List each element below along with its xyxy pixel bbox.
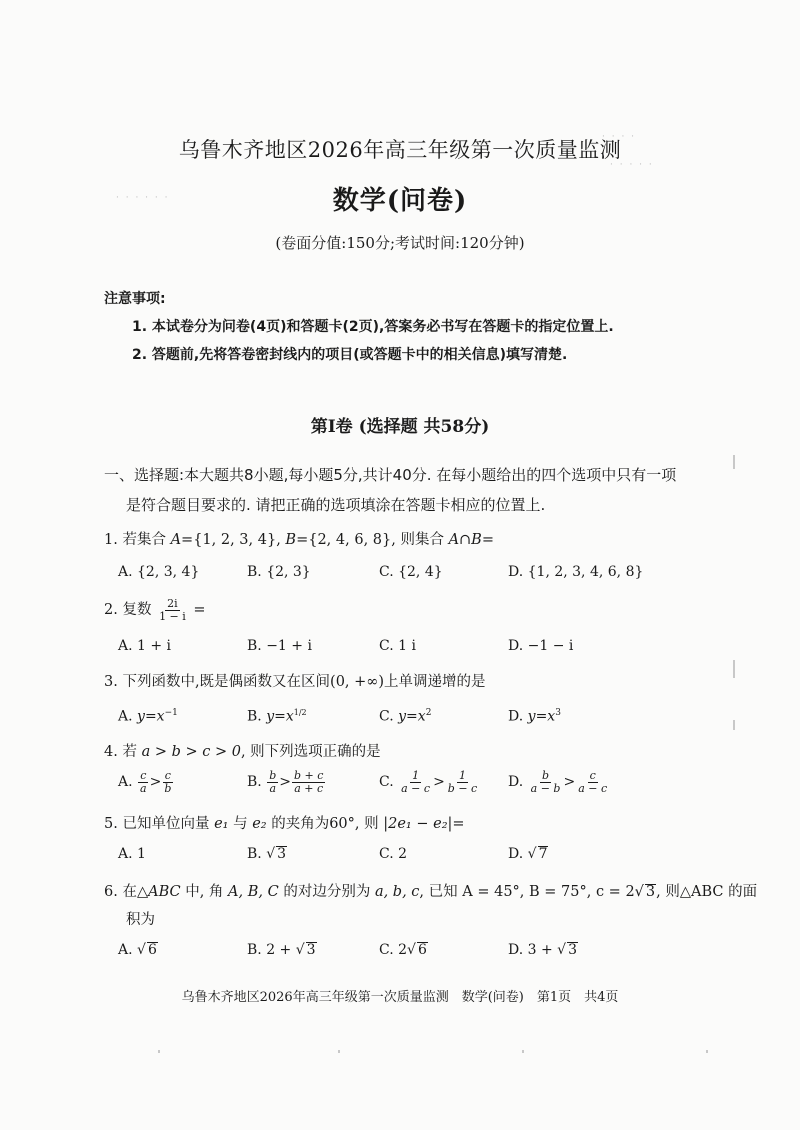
question-1-option-a: A. {2, 3, 4} — [118, 564, 200, 580]
question-4-stem: 4. 若 a > b > c > 0, 则下列选项正确的是 — [104, 744, 381, 760]
question-3-option-b: B. $y=x^{1/2}$ — [247, 708, 307, 725]
question-6-stem-line2: 积为 — [126, 912, 155, 928]
notice-heading: 注意事项: — [104, 291, 166, 307]
question-6-stem: 6. 在△ABC 中, 角 A, B, C 的对边分别为 a, b, c, 已知 A = 45°, B = 75°, c = 2√ 3, 则△ABC 的面 — [104, 884, 758, 900]
question-5-option-a: A. 1 — [118, 846, 146, 862]
section-intro-line2: 是符合题目要求的. 请把正确的选项填涂在答题卡相应的位置上. — [126, 496, 546, 514]
exam-title: 乌鲁木齐地区2026年高三年级第一次质量监测 — [178, 138, 622, 162]
scan-noise: · · · · · · — [116, 193, 170, 203]
scan-mark — [733, 660, 735, 678]
scan-noise: · · · · — [602, 132, 637, 142]
scan-mark — [338, 1050, 340, 1053]
question-5-option-c: C. 2 — [379, 846, 408, 862]
question-5-option-d: D. √ 7 — [508, 846, 548, 862]
question-5-stem: 5. 已知单位向量 e₁ 与 e₂ 的夹角为60°, 则 |2e₁ − e₂|= — [104, 816, 465, 832]
complex-fraction: $\frac{2i}{1 - i}$ — [159, 597, 186, 623]
question-4-option-c: C. $\frac{1}{a - c}$ > $\frac{1}{b - c}$ — [379, 769, 478, 795]
question-6-option-b: B. 2 + √ 3 — [247, 942, 316, 958]
question-4-option-d: D. $\frac{b}{a - b}$ > $\frac{c}{a - c}$ — [508, 769, 608, 795]
question-5-option-b: B. √ 3 — [247, 846, 287, 862]
notice-item: 1. 本试卷分为问卷(4页)和答题卡(2页),答案务必书写在答题卡的指定位置上. — [132, 319, 614, 335]
question-6-option-c: C. 2√ 6 — [379, 942, 427, 958]
question-2-stem: 2. 复数 $\frac{2i}{1 - i}$ = — [104, 597, 206, 623]
section-title: 第Ⅰ卷 (选择题 共58分) — [310, 417, 490, 437]
question-2-option-b: B. −1 + i — [247, 638, 312, 654]
question-4-option-b: B. $\frac{b}{a}$ > $\frac{b + c}{a + c}$ — [247, 769, 324, 795]
question-2-option-d: D. −1 − i — [508, 638, 574, 654]
subject-title: 数学(问卷) — [332, 186, 468, 216]
scan-mark — [733, 455, 735, 469]
question-3-option-c: C. $y=x^2$ — [379, 708, 432, 725]
scan-mark — [158, 1050, 160, 1053]
question-2-option-a: A. 1 + i — [118, 638, 172, 654]
exam-info: (卷面分值:150分;考试时间:120分钟) — [275, 234, 525, 252]
question-3-option-a: A. $y=x^{-1}$ — [118, 708, 178, 725]
section-intro-line1: 一、选择题:本大题共8小题,每小题5分,共计40分. 在每小题给出的四个选项中只有一项 — [104, 466, 677, 484]
notice-item: 2. 答题前,先将答卷密封线内的项目(或答题卡中的相关信息)填写清楚. — [132, 347, 568, 363]
question-6-option-d: D. 3 + √ 3 — [508, 942, 578, 958]
question-3-stem: 3. 下列函数中,既是偶函数又在区间(0, +∞)上单调递增的是 — [104, 674, 486, 690]
question-1-stem: 1. 若集合 A={1, 2, 3, 4}, B={2, 4, 6, 8}, 则集合 A∩B= — [104, 532, 494, 548]
scan-mark — [733, 720, 735, 730]
scan-noise: · · · · · — [610, 160, 654, 170]
question-4-option-a: A. $\frac{c}{a}$ > $\frac{c}{b}$ — [118, 769, 172, 795]
question-6-option-a: A. √ 6 — [118, 942, 157, 958]
scan-mark — [522, 1050, 524, 1053]
page-footer: 乌鲁木齐地区2026年高三年级第一次质量监测 数学(问卷) 第1页 共4页 — [181, 990, 619, 1005]
question-1-option-d: D. {1, 2, 3, 4, 6, 8} — [508, 564, 644, 580]
question-1-option-b: B. {2, 3} — [247, 564, 311, 580]
question-3-option-d: D. $y=x^3$ — [508, 708, 561, 725]
question-1-option-c: C. {2, 4} — [379, 564, 443, 580]
question-2-option-c: C. 1 i — [379, 638, 416, 654]
scan-mark — [706, 1050, 708, 1053]
